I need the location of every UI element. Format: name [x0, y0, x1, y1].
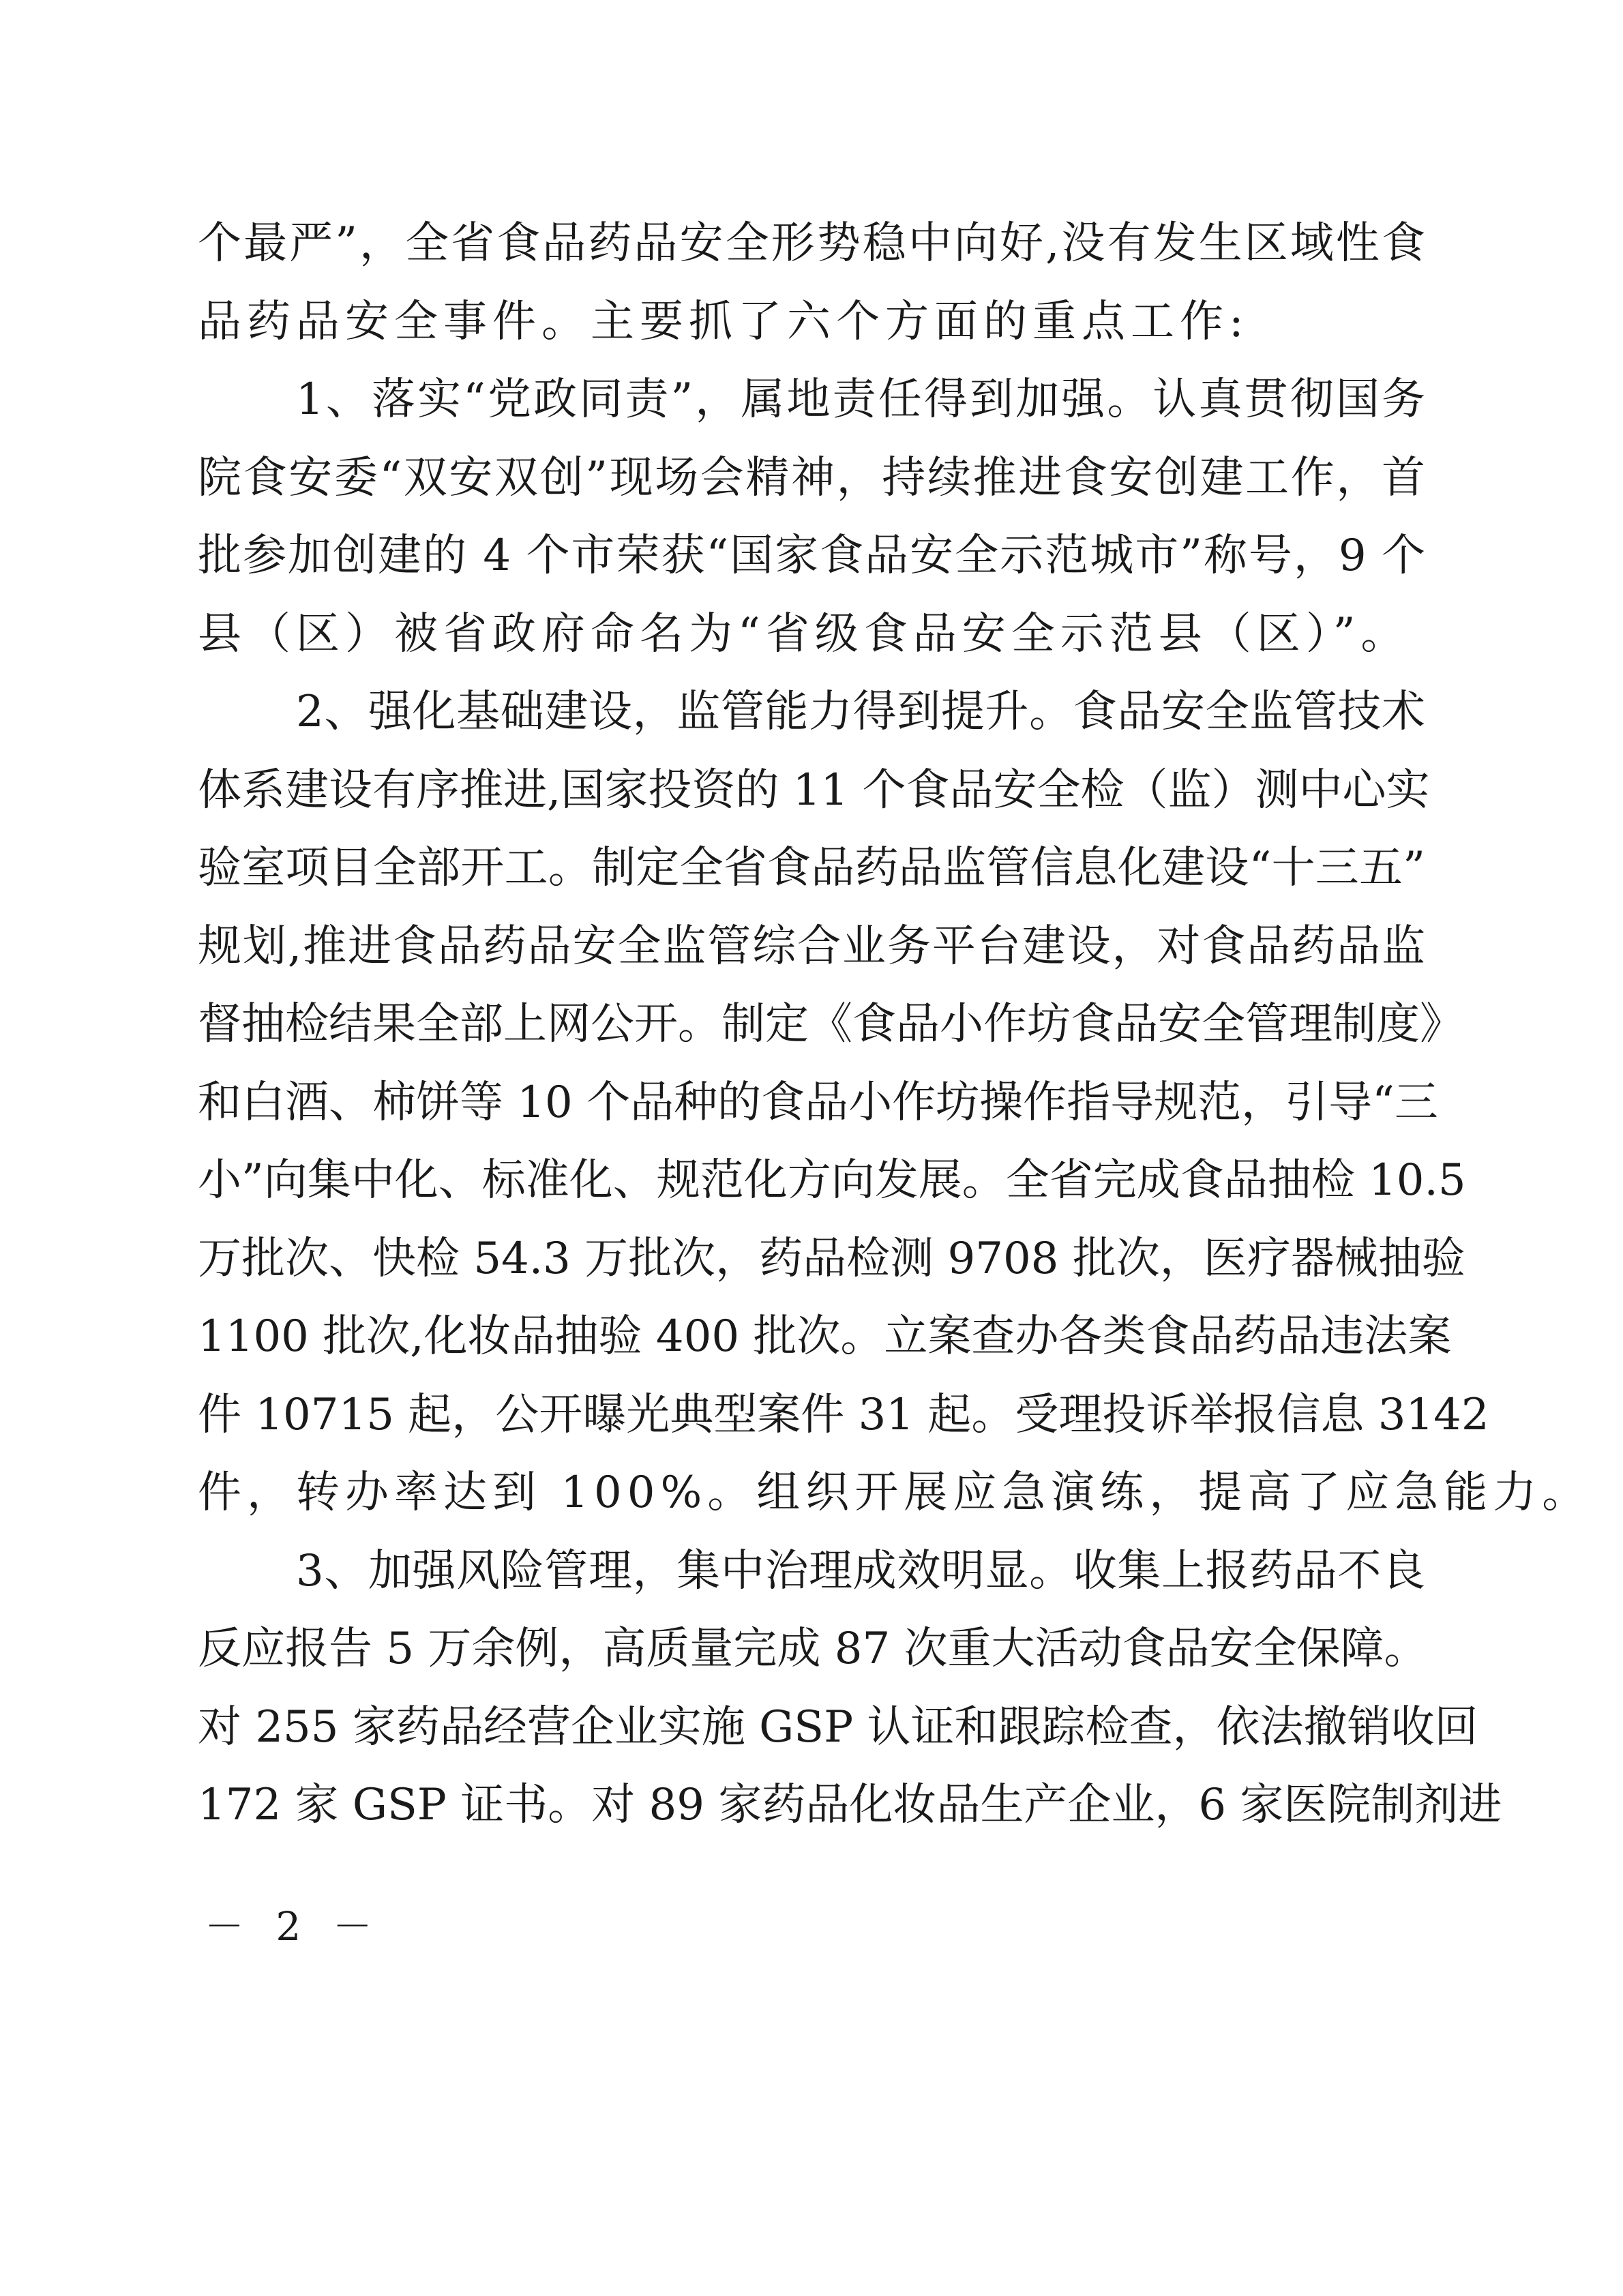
text-line: 172 家 GSP 证书。对 89 家药品化妆品生产企业，6 家医院制剂进 [198, 1780, 1502, 1830]
text-line: 验室项目全部开工。制定全省食品药品监管信息化建设“十三五” [198, 843, 1425, 893]
text-line: 和白酒、柿饼等 10 个品种的食品小作坊操作指导规范，引导“三 [198, 1077, 1438, 1128]
text-line: 县（区）被省政府命名为“省级食品安全示范县（区）”。 [198, 608, 1410, 659]
text-line: 体系建设有序推进,国家投资的 11 个食品安全检（监）测中心实 [198, 764, 1430, 816]
paragraph-heading-2: 2、强化基础建设，监管能力得到提升。食品安全监管技术 [296, 687, 1425, 737]
paragraph-heading-1: 1、落实“党政同责”，属地责任得到加强。认真贯彻国务 [296, 374, 1425, 425]
text-line: 规划,推进食品药品安全监管综合业务平台建设，对食品药品监 [198, 921, 1425, 972]
text-line: 件，转办率达到 100%。组织开展应急演练，提高了应急能力。 [198, 1467, 1592, 1518]
text-line: 督抽检结果全部上网公开。制定《食品小作坊食品安全管理制度》 [198, 999, 1463, 1049]
text-line: 品药品安全事件。主要抓了六个方面的重点工作: [198, 296, 1249, 347]
paragraph-heading-3: 3、加强风险管理，集中治理成效明显。收集上报药品不良 [296, 1545, 1425, 1596]
page-number: － 2 － [205, 1903, 382, 1950]
text-line: 反应报告 5 万余例，高质量完成 87 次重大活动食品安全保障。 [198, 1624, 1428, 1674]
text-line: 院食安委“双安双创”现场会精神，持续推进食安创建工作，首 [198, 452, 1425, 503]
text-line: 万批次、快检 54.3 万批次，药品检测 9708 批次，医疗器械抽验 [198, 1233, 1465, 1284]
document-body [198, 205, 1592, 1845]
text-line: 批参加创建的 4 个市荣获“国家食品安全示范城市”称号，9 个 [198, 531, 1425, 581]
text-line: 件 10715 起，公开曝光典型案件 31 起。受理投诉举报信息 3142 [198, 1389, 1489, 1440]
text-line: 1100 批次,化妆品抽验 400 批次。立案查办各类食品药品违法案 [198, 1311, 1452, 1362]
text-line: 对 255 家药品经营企业实施 GSP 认证和跟踪检查，依法撤销收回 [198, 1701, 1478, 1753]
text-line: 小”向集中化、标准化、规范化方向发展。全省完成食品抽检 10.5 [198, 1155, 1466, 1206]
text-line: 个最严”，全省食品药品安全形势稳中向好,没有发生区域性食 [198, 218, 1425, 269]
